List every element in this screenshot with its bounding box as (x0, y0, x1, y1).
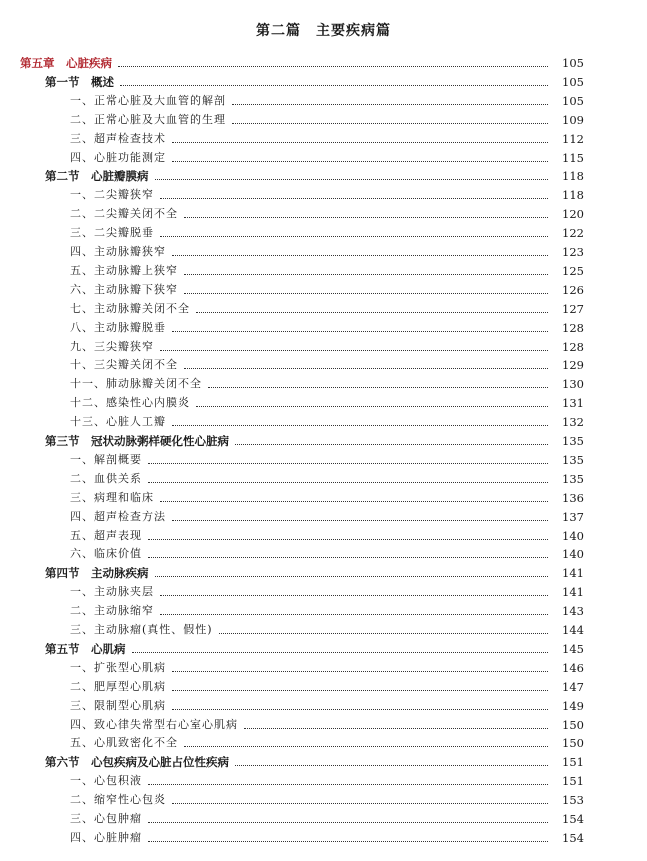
dot-leader (148, 784, 548, 785)
toc-page-number: 141 (562, 566, 584, 581)
dot-leader (148, 482, 548, 483)
toc-entry-label: 四、心脏肿瘤 (70, 830, 142, 844)
toc-page-number: 130 (562, 377, 584, 392)
toc-entry-item[interactable] (70, 354, 584, 372)
toc-entry-label: 一、心包积液 (70, 774, 142, 788)
toc-entry-label: 第五章 心脏疾病 (20, 56, 112, 70)
toc-entry-label: 第六节 心包疾病及心脏占位性疾病 (45, 755, 229, 770)
toc-page-number: 153 (562, 793, 584, 808)
dot-leader (184, 368, 548, 369)
toc-page-number: 122 (562, 226, 584, 241)
toc-page-number: 128 (562, 339, 584, 354)
toc-entry-item[interactable] (70, 90, 584, 108)
toc-entry-chapter[interactable] (20, 52, 584, 70)
toc-entry-label: 十三、心脏人工瓣 (70, 415, 166, 429)
toc-entry-item[interactable] (70, 298, 584, 316)
toc-entry-item[interactable] (70, 392, 584, 410)
dot-leader (172, 690, 548, 691)
toc-page-number: 149 (562, 698, 584, 713)
dot-leader (172, 425, 548, 426)
dot-leader (196, 406, 548, 407)
dot-leader (160, 198, 548, 199)
toc-entry-item[interactable] (70, 714, 584, 732)
toc-entry-section[interactable] (45, 165, 584, 183)
toc-entry-label: 三、心包肿瘤 (70, 812, 142, 825)
toc-entry-item[interactable] (70, 449, 584, 467)
dot-leader (172, 255, 548, 256)
toc-entry-label: 一、二尖瓣狭窄 (70, 188, 154, 202)
toc-page-number: 125 (562, 263, 584, 278)
toc-page-number: 140 (562, 528, 584, 543)
toc-entry-label: 十二、感染性心内膜炎 (70, 396, 190, 410)
dot-leader (148, 539, 548, 540)
dot-leader (132, 652, 549, 653)
toc-entry-label: 三、二尖瓣脱垂 (70, 226, 154, 240)
toc-page-number: 105 (562, 56, 584, 70)
toc-page-number: 141 (562, 585, 584, 600)
toc-entry-label: 二、血供关系 (70, 471, 142, 485)
dot-leader (184, 274, 548, 275)
dot-leader (120, 85, 548, 86)
dot-leader (172, 671, 548, 672)
toc-page-number: 105 (562, 93, 584, 108)
toc-page-number: 112 (562, 131, 584, 146)
toc-page-number: 109 (562, 112, 584, 127)
toc-page-number: 118 (562, 169, 584, 184)
toc-entry-label: 四、心脏功能测定 (70, 150, 166, 164)
toc-entry-label: 二、正常心脏及大血管的生理 (70, 112, 226, 126)
toc-entry-item[interactable] (70, 317, 584, 335)
toc-entry-section[interactable] (45, 751, 584, 769)
dot-leader (184, 746, 548, 747)
toc-page-number: 120 (562, 207, 584, 222)
dot-leader (172, 142, 548, 143)
dot-leader (196, 312, 548, 313)
toc-entry-item[interactable] (70, 184, 584, 202)
toc-entry-item[interactable] (70, 676, 584, 694)
dot-leader (155, 179, 549, 180)
toc-entry-label: 六、主动脉瓣下狭窄 (70, 282, 178, 296)
toc-page-number: 105 (562, 74, 584, 89)
toc-page-number: 151 (562, 774, 584, 789)
dot-leader (155, 576, 549, 577)
toc-entry-item[interactable] (70, 789, 584, 807)
toc-entry-label: 一、主动脉夹层 (70, 585, 154, 599)
dot-leader (244, 728, 548, 729)
dot-leader (172, 520, 548, 521)
toc-page-number: 154 (562, 830, 584, 845)
toc-entry-item[interactable] (70, 695, 584, 713)
toc-entry-item[interactable] (70, 260, 584, 278)
toc-entry-label: 二、肥厚型心肌病 (70, 679, 166, 693)
toc-entry-label: 第二节 心脏瓣膜病 (45, 169, 149, 184)
dot-leader (219, 633, 548, 634)
toc-entry-label: 四、主动脉瓣狭窄 (70, 245, 166, 258)
toc-entry-item[interactable] (70, 203, 584, 221)
toc-page-number: 146 (562, 660, 584, 675)
toc-page-number: 145 (562, 641, 584, 656)
toc-entry-label: 三、超声检查技术 (70, 131, 166, 145)
toc-entry-item[interactable] (70, 619, 584, 637)
toc-entry-label: 第四节 主动脉疾病 (45, 566, 149, 581)
toc-entry-item[interactable] (70, 732, 584, 750)
toc-page-number: 144 (562, 623, 584, 637)
toc-page-number: 150 (562, 736, 584, 751)
toc-page-number: 136 (562, 490, 584, 505)
toc-entry-label: 一、扩张型心肌病 (70, 660, 166, 674)
page-title: 第二篇 主要疾病篇 (256, 23, 391, 39)
dot-leader (172, 803, 548, 804)
toc-page-number: 147 (562, 679, 584, 694)
dot-leader (148, 557, 548, 558)
toc-entry-section[interactable] (45, 562, 584, 580)
dot-leader (148, 841, 548, 842)
toc-entry-label: 四、超声检查方法 (70, 509, 166, 523)
toc-page-number: 140 (562, 547, 584, 562)
toc-entry-item[interactable] (70, 543, 584, 561)
toc-entry-section[interactable] (45, 638, 584, 656)
dot-leader (118, 66, 548, 67)
toc-entry-item[interactable] (70, 128, 584, 146)
toc-entry-label: 五、主动脉瓣上狭窄 (70, 263, 178, 277)
toc-page-number: 137 (562, 509, 584, 524)
dot-leader (148, 463, 548, 464)
dot-leader (235, 765, 548, 766)
toc-entry-label: 九、三尖瓣狭窄 (70, 339, 154, 353)
toc-entry-label: 十、三尖瓣关闭不全 (70, 358, 178, 372)
toc-entry-label: 第三节 冠状动脉粥样硬化性心脏病 (45, 434, 229, 448)
dot-leader (172, 709, 548, 710)
toc-entry-item[interactable] (70, 808, 584, 826)
dot-leader (160, 614, 548, 615)
toc-entry-label: 六、临床价值 (70, 547, 142, 561)
toc-entry-item[interactable] (70, 770, 584, 788)
toc-entry-label: 七、主动脉瓣关闭不全 (70, 301, 190, 315)
toc-entry-label: 第一节 概述 (45, 74, 114, 89)
toc-entry-item[interactable] (70, 109, 584, 127)
toc-entry-item[interactable] (70, 411, 584, 429)
toc-page-number: 151 (562, 755, 584, 770)
toc-page-number: 150 (562, 717, 584, 732)
toc-entry-label: 一、解剖概要 (70, 452, 142, 466)
dot-leader (160, 595, 548, 596)
toc-page-number: 123 (562, 245, 584, 259)
toc-entry-label: 五、心肌致密化不全 (70, 736, 178, 750)
toc-page-number: 126 (562, 282, 584, 297)
toc-entry-item[interactable] (70, 222, 584, 240)
dot-leader (172, 331, 548, 332)
toc-entry-label: 二、缩窄性心包炎 (70, 793, 166, 807)
toc-page-number: 135 (562, 452, 584, 467)
toc-entry-label: 五、超声表现 (70, 528, 142, 542)
dot-leader (232, 123, 548, 124)
toc-page-number: 154 (562, 812, 584, 826)
dot-leader (160, 350, 548, 351)
dot-leader (232, 104, 548, 105)
toc-entry-label: 二、主动脉缩窄 (70, 604, 154, 618)
toc-page-number: 115 (562, 150, 584, 165)
toc-entry-label: 三、限制型心肌病 (70, 698, 166, 712)
dot-leader (235, 444, 548, 445)
toc-entry-label: 八、主动脉瓣脱垂 (70, 320, 166, 334)
toc-page-number: 143 (562, 604, 584, 619)
dot-leader (160, 501, 548, 502)
toc-page-number: 128 (562, 320, 584, 335)
toc-entry-item[interactable] (70, 147, 584, 165)
dot-leader (184, 217, 548, 218)
toc-entry-item[interactable] (70, 336, 584, 354)
toc-entry-item[interactable] (70, 373, 584, 391)
toc-entry-label: 三、主动脉瘤(真性、假性) (70, 623, 213, 636)
toc-page-number: 131 (562, 396, 584, 411)
dot-leader (172, 161, 548, 162)
toc-entry-label: 二、二尖瓣关闭不全 (70, 207, 178, 221)
toc-entry-item[interactable] (70, 468, 584, 486)
dot-leader (184, 293, 548, 294)
toc-entry-label: 四、致心律失常型右心室心肌病 (70, 717, 238, 731)
toc-page-number: 135 (562, 434, 584, 448)
toc-page-number: 135 (562, 471, 584, 486)
toc-entry-item[interactable] (70, 487, 584, 505)
toc-entry-label: 三、病理和临床 (70, 490, 154, 504)
toc-entry-item[interactable] (70, 657, 584, 675)
toc-page-number: 118 (562, 188, 584, 203)
toc-page-number: 132 (562, 415, 584, 430)
toc-entry-section[interactable] (45, 430, 584, 448)
toc-page-number: 129 (562, 358, 584, 373)
toc-entry-label: 一、正常心脏及大血管的解剖 (70, 93, 226, 107)
toc-entry-item[interactable] (70, 581, 584, 599)
toc-entry-label: 第五节 心肌病 (45, 641, 126, 656)
toc-entry-item[interactable] (70, 506, 584, 524)
toc-entry-item[interactable] (70, 600, 584, 618)
dot-leader (208, 387, 548, 388)
toc-entry-label: 十一、肺动脉瓣关闭不全 (70, 377, 202, 391)
toc-page-number: 127 (562, 301, 584, 316)
toc-entry-item[interactable] (70, 525, 584, 543)
dot-leader (160, 236, 548, 237)
toc-entry-item[interactable] (70, 279, 584, 297)
toc-entry-item[interactable] (70, 827, 584, 845)
toc-entry-section[interactable] (45, 71, 584, 89)
toc-entry-item[interactable] (70, 241, 584, 259)
dot-leader (148, 822, 548, 823)
